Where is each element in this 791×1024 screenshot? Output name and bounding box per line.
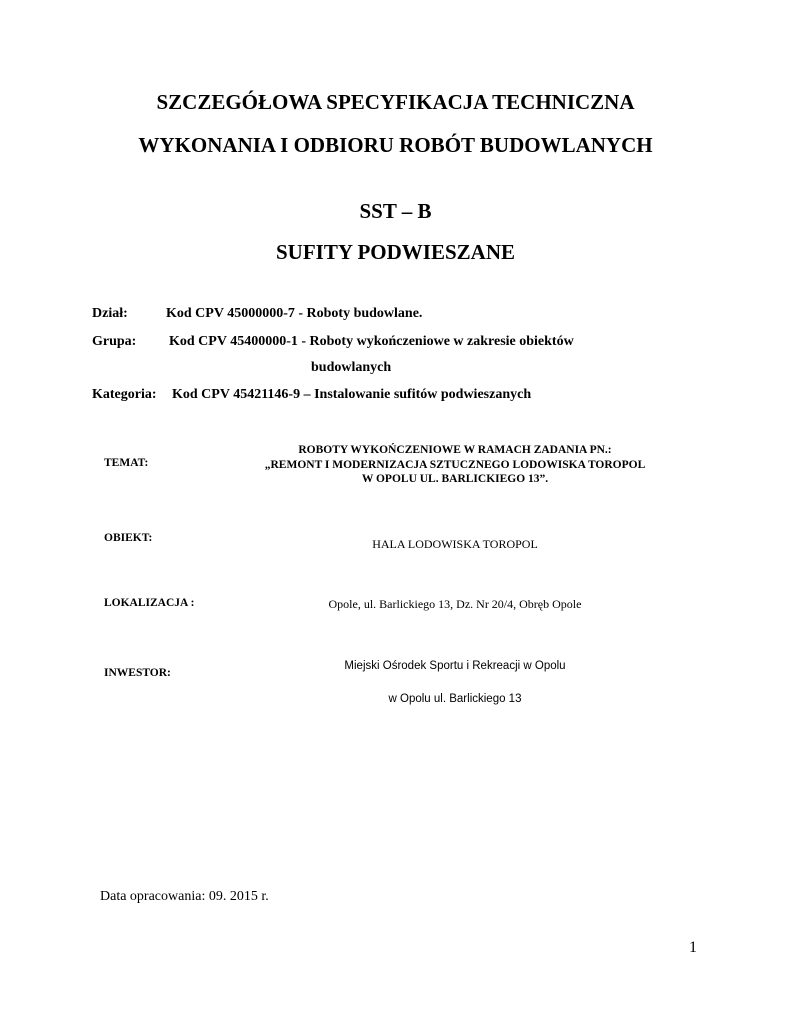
preparation-date: Data opracowania: 09. 2015 r. [100,889,269,904]
temat-label: TEMAT: [104,457,149,469]
title-line-2: WYKONANIA I ODBIORU ROBÓT BUDOWLANYCH [138,133,653,157]
dzial-value: Kod CPV 45000000-7 - Roboty budowlane. [166,306,423,321]
kategoria-label: Kategoria: [92,387,157,402]
temat-line-2: „REMONT I MODERNIZACJA SZTUCZNEGO LODOWISKA TOROPOL [264,459,646,471]
obiekt-value: HALA LODOWISKA TOROPOL [372,537,538,551]
spec-code: SST – B [359,199,432,223]
temat-line-1: ROBOTY WYKOŃCZENIOWE W RAMACH ZADANIA PN.: [298,444,612,456]
grupa-label: Grupa: [92,334,137,349]
kategoria-value: Kod CPV 45421146-9 – Instalowanie sufitów podwieszanych [172,387,532,402]
temat-line-3: W OPOLU UL. BARLICKIEGO 13”. [361,473,549,485]
obiekt-label: OBIEKT: [104,532,153,544]
title-line-1: SZCZEGÓŁOWA SPECYFIKACJA TECHNICZNA [156,90,635,114]
page-number: 1 [689,939,697,956]
lokalizacja-label: LOKALIZACJA : [104,597,195,609]
inwestor-line-2: w Opolu ul. Barlickiego 13 [388,693,522,705]
inwestor-label: INWESTOR: [104,667,171,679]
dzial-label: Dział: [92,306,128,321]
grupa-value-line-2: budowlanych [311,360,392,375]
grupa-value-line-1: Kod CPV 45400000-1 - Roboty wykończeniowe w zakresie obiektów [169,334,574,349]
inwestor-line-1: Miejski Ośrodek Sportu i Rekreacji w Opolu [344,660,566,672]
spec-subject: SUFITY PODWIESZANE [275,240,516,264]
lokalizacja-value: Opole, ul. Barlickiego 13, Dz. Nr 20/4, Obręb Opole [328,597,582,611]
